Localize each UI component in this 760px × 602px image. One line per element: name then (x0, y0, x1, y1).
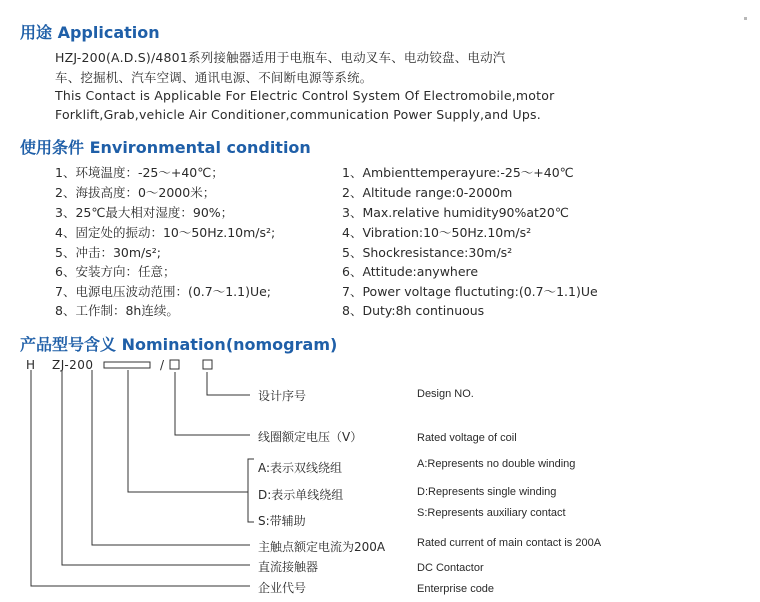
nom-cn-a: A:表示双线绕组 (258, 461, 343, 475)
env-en-5: 5、Shockresistance:30m/s² (342, 245, 513, 260)
nom-cn-design-no: 设计序号 (258, 389, 307, 403)
application-line-3: This Contact is Applicable For Electric Control System Of Electromobile,motor (55, 88, 555, 103)
env-cn-6: 6、安装方向：任意； (55, 264, 176, 279)
code-rated-current-box (104, 362, 150, 368)
nom-cn-rated-current: 主触点额定电流为200A (258, 540, 386, 554)
code-zj: ZJ-200 (52, 358, 94, 372)
application-line-4: Forklift,Grab,vehicle Air Conditioner,communication Power Supply,and Ups. (55, 107, 541, 122)
nom-cn-enterprise: 企业代号 (258, 581, 307, 595)
nom-cn-coil-voltage: 线圈额定电压（V） (258, 430, 363, 444)
env-en-3: 3、Max.relative humidity90%at20℃ (342, 205, 569, 220)
code-coil-voltage-box (170, 360, 179, 369)
env-en-6: 6、Attitude:anywhere (342, 264, 479, 279)
nom-en-a: A:Represents no double winding (417, 458, 576, 470)
env-en-8: 8、Duty:8h continuous (342, 303, 485, 318)
env-cn-3: 3、25℃最大相对湿度：90%； (55, 205, 234, 220)
env-cn-5: 5、冲击：30m/s²; (55, 245, 161, 260)
nom-en-coil-voltage: Rated voltage of coil (417, 432, 517, 444)
nom-en-s: S:Represents auxiliary contact (417, 507, 566, 519)
env-en-1: 1、Ambienttemperayure:-25～+40℃ (342, 165, 574, 180)
env-en-4: 4、Vibration:10～50Hz.10m/s² (342, 225, 532, 240)
nom-en-dc-contactor: DC Contactor (417, 562, 484, 574)
env-cn-2: 2、海拔高度：0～2000米； (55, 185, 216, 200)
nom-en-rated-current: Rated current of main contact is 200A (417, 537, 602, 549)
code-design-no-box (203, 360, 212, 369)
code-slash: / (160, 358, 165, 372)
env-en-7: 7、Power voltage fluctuting:(0.7～1.1)Ue (342, 284, 598, 299)
env-cn-8: 8、工作制：8h连续。 (55, 303, 179, 318)
env-cn-4: 4、固定处的振动：10～50Hz.10m/s²; (55, 225, 276, 240)
nomination-heading: 产品型号含义 Nomination(nomogram) (20, 335, 338, 354)
nom-cn-s: S:带辅助 (258, 514, 306, 528)
nom-cn-dc-contactor: 直流接触器 (258, 560, 319, 574)
application-line-2: 车、挖掘机、汽车空调、通讯电源、不间断电源等系统。 (55, 70, 373, 85)
nom-en-design-no: Design NO. (417, 388, 474, 400)
nom-cn-d: D:表示单线绕组 (258, 488, 344, 502)
nom-en-d: D:Represents single winding (417, 486, 557, 498)
nom-en-enterprise: Enterprise code (417, 583, 495, 595)
application-line-1: HZJ-200(A.D.S)/4801系列接触器适用于电瓶车、电动叉车、电动铰盘、电动汽 (55, 50, 506, 65)
env-en-2: 2、Altitude range:0-2000m (342, 185, 513, 200)
environment-heading: 使用条件 Environmental condition (20, 138, 311, 157)
code-h: H (26, 358, 36, 372)
env-cn-1: 1、环境温度：-25～+40℃； (55, 165, 224, 180)
env-cn-7: 7、电源电压波动范围：(0.7～1.1)Ue; (55, 284, 272, 299)
application-heading: 用途 Application (20, 23, 160, 42)
